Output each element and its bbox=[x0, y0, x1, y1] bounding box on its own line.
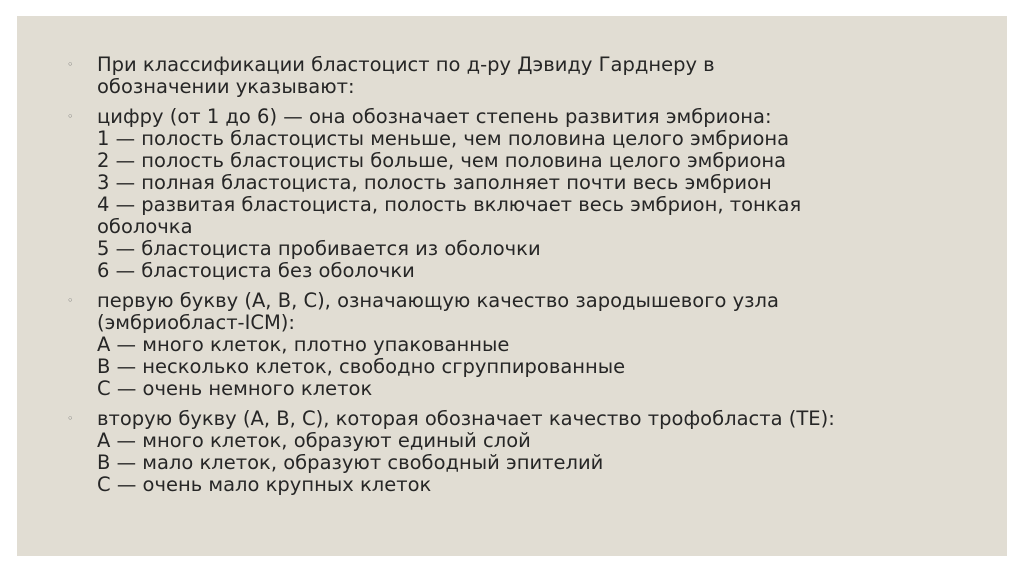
bullet-item-second-letter bbox=[67, 408, 987, 496]
bullet-line: 5 — бластоциста пробивается из оболочки bbox=[97, 237, 541, 260]
bullet-line: оболочка bbox=[97, 215, 193, 238]
slide bbox=[17, 16, 1007, 556]
bullet-line: A — много клеток, образуют единый слой bbox=[97, 429, 531, 452]
bullet-line: B — мало клеток, образуют свободный эпителий bbox=[97, 451, 604, 474]
bullet-line: 1 — полость бластоцисты меньше, чем половина целого эмбриона bbox=[97, 127, 790, 150]
bullet-line: (эмбриобласт-ICM): bbox=[97, 311, 295, 334]
bullet-marker-icon: ◦ bbox=[67, 58, 74, 71]
bullet-line: первую букву (A, B, C), означающую качество зародышевого узла bbox=[97, 289, 779, 312]
bullet-line: вторую букву (A, B, C), которая обозначает качество трофобласта (TE): bbox=[97, 407, 835, 430]
bullet-marker-icon: ◦ bbox=[67, 110, 74, 123]
bullet-line: 6 — бластоциста без оболочки bbox=[97, 259, 415, 282]
bullet-line: 2 — полость бластоцисты больше, чем половина целого эмбриона bbox=[97, 149, 787, 172]
bullet-line: A — много клеток, плотно упакованные bbox=[97, 333, 510, 356]
bullet-marker-icon: ◦ bbox=[67, 294, 74, 307]
bullet-line: B — несколько клеток, свободно сгруппированные bbox=[97, 355, 626, 378]
bullet-list bbox=[67, 54, 987, 504]
bullet-item-digit bbox=[67, 106, 987, 282]
bullet-marker-icon: ◦ bbox=[67, 412, 74, 425]
bullet-line: При классификации бластоцист по д-ру Дэвиду Гарднеру в bbox=[97, 53, 715, 76]
bullet-line: 3 — полная бластоциста, полость заполняет почти весь эмбрион bbox=[97, 171, 772, 194]
bullet-line: цифру (от 1 до 6) — она обозначает степень развития эмбриона: bbox=[97, 105, 772, 128]
bullet-line: обозначении указывают: bbox=[97, 75, 355, 98]
bullet-item-first-letter bbox=[67, 290, 987, 400]
bullet-line: C — очень немного клеток bbox=[97, 377, 373, 400]
bullet-line: 4 — развитая бластоциста, полость включает весь эмбрион, тонкая bbox=[97, 193, 802, 216]
bullet-item-gardner-intro bbox=[67, 54, 987, 98]
bullet-line: C — очень мало крупных клеток bbox=[97, 473, 432, 496]
